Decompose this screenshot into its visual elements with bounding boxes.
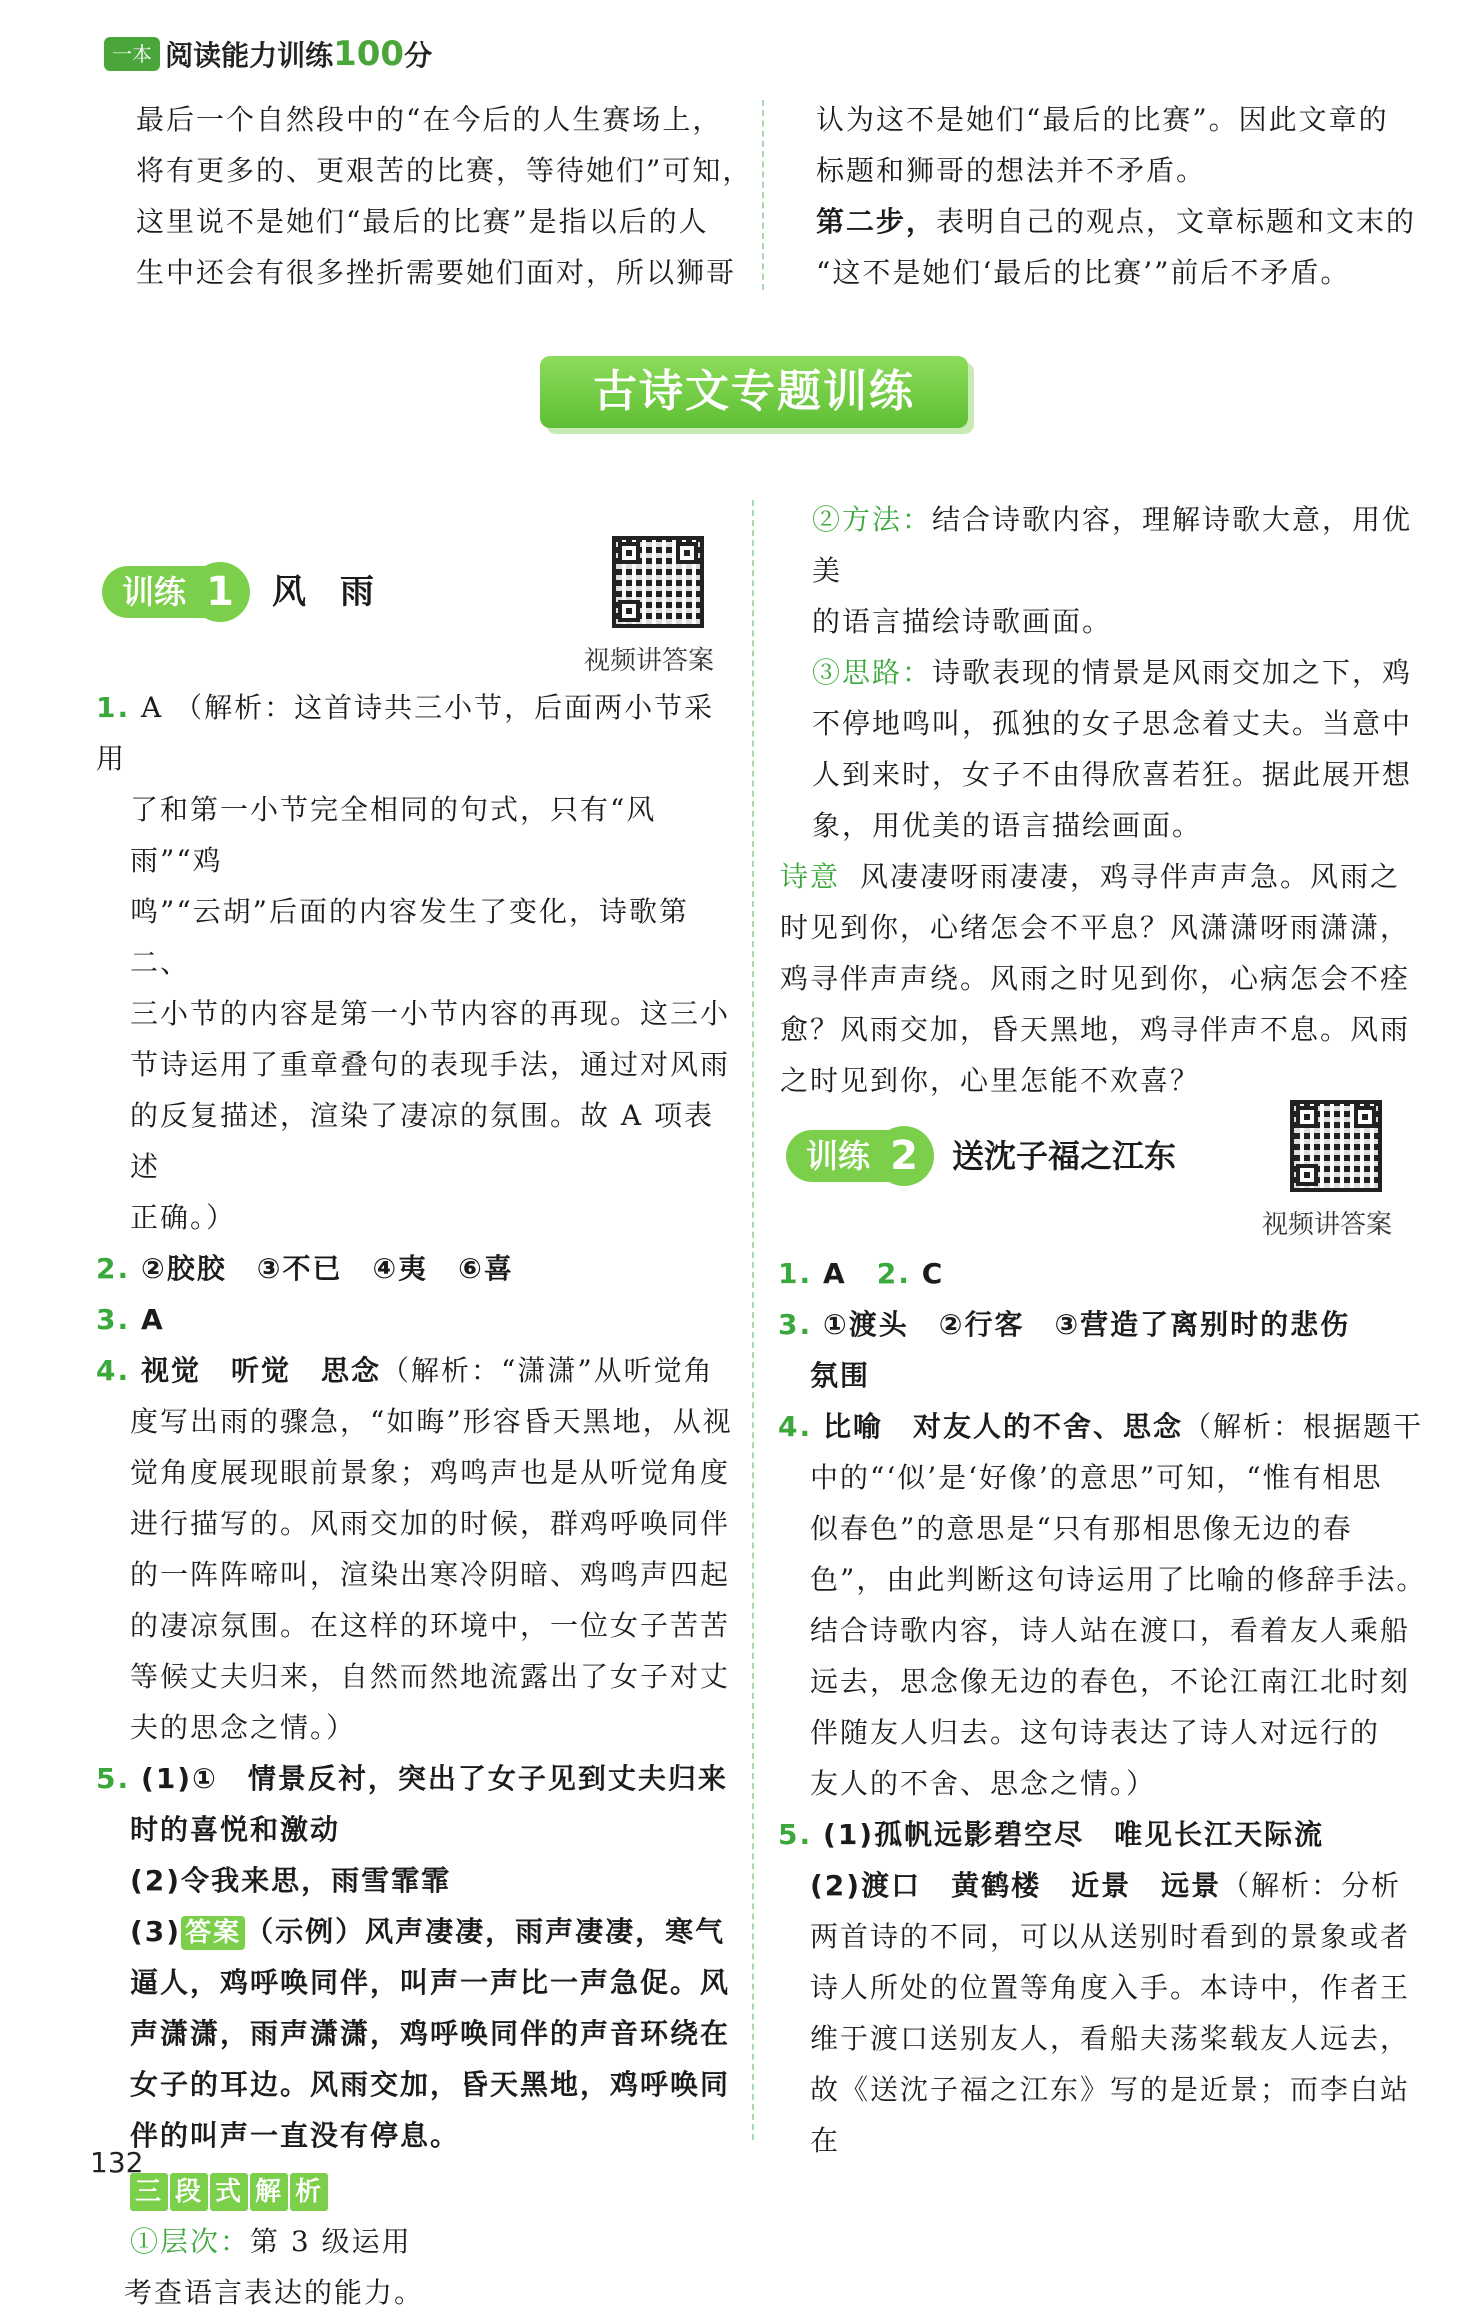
right-column-bottom [778,1248,1428,2166]
page-number: 132 [90,2146,144,2179]
training1-badge [102,562,402,622]
text-line: 鸡寻伴声声绕。风雨之时见到你，心病怎会不痊 [780,962,1411,995]
text-line: 认为这不是她们“最后的比赛”。因此文章的 [816,103,1389,136]
question-number: 1. [778,1257,813,1290]
text-line: (2)令我来思，雨雪霏霏 [130,1864,452,1897]
text-line: 氛围 [810,1359,871,1392]
question-number: 1. [96,691,131,724]
answer-bold: 比喻 对友人的不舍、思念 [823,1410,1184,1443]
answer-bold: (2)渡口 黄鹤楼 近景 远景 [810,1869,1222,1902]
text: （解析：“潇潇”从听觉角 [381,1354,714,1387]
qr-label-1: 视频讲答案 [584,646,715,676]
training-label: 训练 [786,1130,890,1182]
text-line: 正确。） [130,1201,237,1234]
analysis-char: 三 [130,2173,168,2211]
step-label: 第二步， [816,205,937,238]
text: （解析：根据题干 [1183,1410,1424,1443]
text: ②胶胶 ③不已 ④夷 ⑥喜 [141,1252,514,1285]
text-line: 三小节的内容是第一小节内容的再现。这三小 [130,997,731,1030]
text-line: 夫的思念之情。） [130,1711,357,1744]
text-line: 故《送沈子福之江东》写的是近景；而李白站在 [810,2073,1411,2157]
text-line [816,196,1436,247]
text-line: 友人的不舍、思念之情。） [810,1767,1157,1800]
text-line: 鸣”“云胡”后面的内容发生了变化，诗歌第二、 [130,895,689,979]
text-line: 色”，由此判断这句诗运用了比喻的修辞手法。 [810,1563,1427,1596]
text: (1)孤帆远影碧空尽 唯见长江天际流 [823,1818,1325,1851]
t2-q4-body [778,1452,1428,1809]
text-line: 声潇潇，雨声潇潇，鸡呼唤同伴的声音环绕在 [130,2017,731,2050]
header-title-prefix: 阅读能力训练 [165,39,334,72]
text: A [141,1303,165,1336]
qr-eye [618,600,640,622]
qr-eye [676,542,698,564]
q1-body [96,784,736,1243]
text-line: 节诗运用了重章叠句的表现手法，通过对风雨 [130,1048,731,1081]
analysis-char: 解 [250,2173,288,2211]
analysis-label: ③思路： [812,656,933,689]
q5-line [96,1753,736,1804]
q1-line [96,682,736,784]
qr-code-1[interactable] [612,536,704,628]
header-title [165,34,433,74]
text-line: 觉角度展现眼前景象；鸡鸣声也是从听觉角度 [130,1456,731,1489]
text-line: 最后一个自然段中的“在今后的人生赛场上， [136,103,723,136]
text-line: “这不是她们‘最后的比赛’”前后不矛盾。 [816,256,1351,289]
q5-body [96,1804,736,2318]
left-column [96,682,736,2318]
text-line: 似春色”的意思是“只有那相思像无边的春 [810,1512,1353,1545]
training2-badge [786,1126,1226,1186]
text-line [812,494,1420,596]
text-line [130,1906,736,1957]
analysis-char: 式 [210,2173,248,2211]
text-line [812,647,1420,698]
text-line: 结合诗歌内容，诗人站在渡口，看着友人乘船 [810,1614,1411,1647]
text-line [810,1860,1428,1911]
question-number: 3. [96,1303,131,1336]
question-number: 4. [96,1354,131,1387]
analysis-char: 段 [170,2173,208,2211]
text-line: 维于渡口送别友人，看船夫荡桨载友人远去， [810,2022,1411,2055]
analysis-label: ①层次： [130,2225,251,2258]
text-line: 进行描写的。风雨交加的时候，群鸡呼唤同伴 [130,1507,731,1540]
text-line: 考查语言表达的能力。 [124,2276,425,2309]
text-line: 的一阵阵啼叫，渲染出寒冷阴暗、鸡鸣声四起 [130,1558,731,1591]
text-line: 伴随友人归去。这句诗表达了诗人对远行的 [810,1716,1381,1749]
text-line: 伴的叫声一直没有停息。 [130,2119,461,2152]
sub-number: (3) [130,1915,182,1948]
training1-title: 风 雨 [272,572,374,612]
text: C [921,1257,945,1290]
header-title-num: 100 [333,34,405,74]
q3-line [96,1294,736,1345]
t2-q3 [778,1299,1428,1350]
text-line: 时见到你，心绪怎会不平息？风潇潇呀雨潇潇， [780,911,1411,944]
text-line: 人到来时，女子不由得欣喜若狂。据此展开想 [812,758,1413,791]
text-line [130,2216,736,2267]
poem-meaning [780,851,1420,902]
text: ①渡头 ②行客 ③营造了离别时的悲伤 [823,1308,1351,1341]
text-line: 中的“‘似’是‘好像’的意思”可知，“惟有相思 [810,1461,1383,1494]
question-number: 2. [96,1252,131,1285]
text-line: 这里说不是她们“最后的比赛”是指以后的人 [136,205,709,238]
text-line: 愈？风雨交加，昏天黑地，鸡寻伴声不息。风雨 [780,1013,1411,1046]
text: A （解析：这首诗共三小节，后面两小节采用 [96,691,715,775]
question-number: 4. [778,1410,813,1443]
text-line: 度写出雨的骤急，“如晦”形容昏天黑地，从视 [130,1405,733,1438]
qr-label-2: 视频讲答案 [1262,1210,1393,1240]
text-line: 等候丈夫归来，自然而然地流露出了女子对丈 [130,1660,731,1693]
t2-q5 [778,1809,1428,1860]
logo: 一本 [104,37,160,71]
right-column-top [780,494,1420,1106]
qr-code-2[interactable] [1290,1100,1382,1192]
question-number: 2. [876,1257,911,1290]
text-line: 逼人，鸡呼唤同伴，叫声一声比一声急促。风 [130,1966,731,1999]
text-line: 标题和狮哥的想法并不矛盾。 [816,154,1207,187]
top-left-text [136,94,756,298]
question-number: 5. [96,1762,131,1795]
header-title-suffix: 分 [404,39,433,72]
analysis-title [130,2161,736,2216]
step-text: 表明自己的观点，文章标题和文末的 [936,205,1417,238]
method-block [780,494,1420,851]
q4-body [96,1396,736,1753]
text-line: 的语言描绘诗歌画面。 [812,605,1113,638]
text-line: 女子的耳边。风雨交加，昏天黑地，鸡呼唤同 [130,2068,731,2101]
text: 结合诗歌内容，理解诗歌大意，用优美 [812,503,1413,587]
column-divider [752,500,754,2140]
text: （解析：分析 [1221,1869,1402,1902]
qr-eye [1296,1106,1318,1128]
qr-eye [1354,1106,1376,1128]
t2-q4 [778,1401,1428,1452]
text-line: 远去，思念像无边的春色，不论江南江北时刻 [810,1665,1411,1698]
column-divider [762,100,764,290]
t2-q5-body [778,1860,1428,2166]
text-line: 了和第一小节完全相同的句式，只有“风雨”“鸡 [130,793,657,877]
question-number: 3. [778,1308,813,1341]
text: （示例）风声凄凄，雨声凄凄，寒气 [245,1915,726,1948]
q4-line [96,1345,736,1396]
t2-q1q2 [778,1248,1428,1299]
answer-bold: 视觉 听觉 思念 [141,1354,382,1387]
training-number: 1 [190,562,250,622]
text: 诗歌表现的情景是风雨交加之下，鸡 [932,656,1413,689]
text: 风凄凄呀雨凄凄，鸡寻伴声声急。风雨之 [860,860,1401,893]
analysis-label: ②方法： [812,503,933,536]
text: 第 3 级运用 [250,2225,412,2258]
question-number: 5. [778,1818,813,1851]
answer-tag: 答案 [181,1916,245,1950]
section-title [540,356,968,428]
training-label: 训练 [102,566,206,618]
top-right-text [816,94,1436,298]
text-line: 将有更多的、更艰苦的比赛，等待她们”可知， [136,154,753,187]
page-header [104,34,432,78]
training2-title: 送沈子福之江东 [952,1137,1177,1175]
text-line: 时的喜悦和激动 [130,1813,341,1846]
text-line: 生中还会有很多挫折需要她们面对，所以狮哥 [136,256,737,289]
poem-label: 诗意 [780,860,841,893]
text-line: 象，用优美的语言描绘画面。 [812,809,1203,842]
training-number: 2 [874,1126,934,1186]
q2-line [96,1243,736,1294]
text-line: 之时见到你，心里怎能不欢喜？ [780,1064,1201,1097]
text-line: 的反复描述，渲染了凄凉的氛围。故 A 项表述 [130,1099,715,1183]
analysis-char: 析 [290,2173,328,2211]
qr-eye [1296,1164,1318,1186]
text-line: 两首诗的不同，可以从送别时看到的景象或者 [810,1920,1411,1953]
text: A [823,1257,847,1290]
answer-bold: (1)① 情景反衬，突出了女子见到丈夫归来 [141,1762,728,1795]
text-line: 不停地鸣叫，孤独的女子思念着丈夫。当意中 [812,707,1413,740]
qr-eye [618,542,640,564]
text-line: 的凄凉氛围。在这样的环境中，一位女子苦苦 [130,1609,731,1642]
section-title-text: 古诗文专题训练 [593,366,915,417]
text-line: 诗人所处的位置等角度入手。本诗中，作者王 [810,1971,1411,2004]
